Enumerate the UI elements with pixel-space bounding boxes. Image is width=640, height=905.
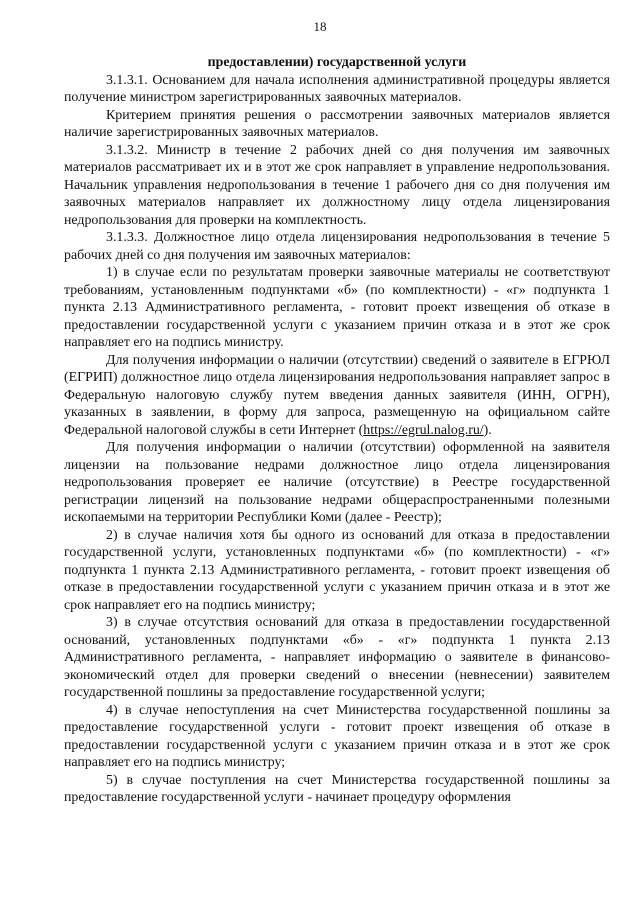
page-number: 18 — [313, 19, 327, 34]
paragraph-item-1: 1) в случае если по результатам проверки заявочные материалы не соответствуют требованиям, установленным подпунктами «б» (по комплектности) - «г» подпункта 1 пункта 2.13 Административного регламента, - готовит проект извещения об отказе в предоставлении государственной услуги с указанием причин отказа и в этот же срок направляет его на подпись министру. — [64, 265, 610, 350]
paragraph-egrul-request — [64, 352, 610, 440]
paragraph-3-1-3-1: 3.1.3.1. Основанием для начала исполнения административной процедуры является получение министром зарегистрированных заявочных материалов. — [64, 72, 610, 105]
paragraph-license-registry: Для получения информации о наличии (отсутствии) оформленной на заявителя лицензии на пользование недрами должностное лицо отдела лицензирования недропользования проверяет ее наличие (отсутствие) в Реестре государственной регистрации лицензий на пользование недрами общераспространенными полезными ископаемыми на территории Республики Коми (далее - Реестр); — [64, 440, 610, 525]
section-heading: предоставлении) государственной услуги — [207, 55, 467, 70]
paragraph-3-1-3-3: 3.1.3.3. Должностное лицо отдела лицензирования недропользования в течение 5 рабочих дней со дня получения им заявочных материалов: — [64, 230, 610, 263]
paragraph-decision-criterion: Критерием принятия решения о рассмотрении заявочных материалов является наличие зарегистрированных заявочных материалов. — [64, 107, 610, 140]
paragraph-3-1-3-2: 3.1.3.2. Министр в течение 2 рабочих дней со дня получения им заявочных материалов рассматривает их и в этот же срок направляет в управление недропользования. Начальник управления недропользования в течение 1 рабочего дня со дня получения им заявочных материалов направляет их должностному лицу отдела лицензирования недропользования для проверки на комплектность. — [64, 142, 610, 228]
egrul-link[interactable]: https://egrul.nalog.ru/ — [363, 422, 484, 438]
paragraph-item-3: 3) в случае отсутствия оснований для отказа в предоставлении государственной оснований, установленных подпунктами «б» - «г» подпункта 1 пункта 2.13 Административного регламента, - направляет информацию о заявителе в финансово-экономический отдел для проверки сведений о внесении (невнесении) заявителем государственной пошлины за предоставление государственной услуги; — [64, 615, 610, 700]
egrul-text-before-link: Для получения информации о наличии (отсутствии) сведений о заявителе в ЕГРЮЛ (ЕГРИП) должностное лицо отдела лицензирования недропользования направляет запрос в Федеральную налоговую службу путем введения данных заявителя (ИНН, ОГРН), указанных в заявлении, в форму для запроса, размещенную на официальном сайте Федеральной налоговой службы в сети Интернет ( — [64, 352, 610, 438]
paragraph-item-5: 5) в случае поступления на счет Министерства государственной пошлины за предоставление государственной услуги - начинает процедуру оформления — [64, 772, 610, 805]
page-body — [64, 54, 610, 807]
paragraph-item-4: 4) в случае непоступления на счет Министерства государственной пошлины за предоставление государственной услуги - готовит проект извещения об отказе в предоставлении государственной услуги с указанием причин отказа и в этот же срок направляет его на подпись министру; — [64, 702, 610, 770]
paragraph-item-2: 2) в случае наличия хотя бы одного из оснований для отказа в предоставлении государственной услуги, установленных подпунктами «б» (по комплектности) - «г» подпункта 1 пункта 2.13 Административного регламента, - готовит проект извещения об отказе в предоставлении государственной услуги с указанием причин отказа и в этот же срок направляет его на подпись министру; — [64, 527, 610, 613]
egrul-text-after-link: ). — [483, 422, 492, 438]
